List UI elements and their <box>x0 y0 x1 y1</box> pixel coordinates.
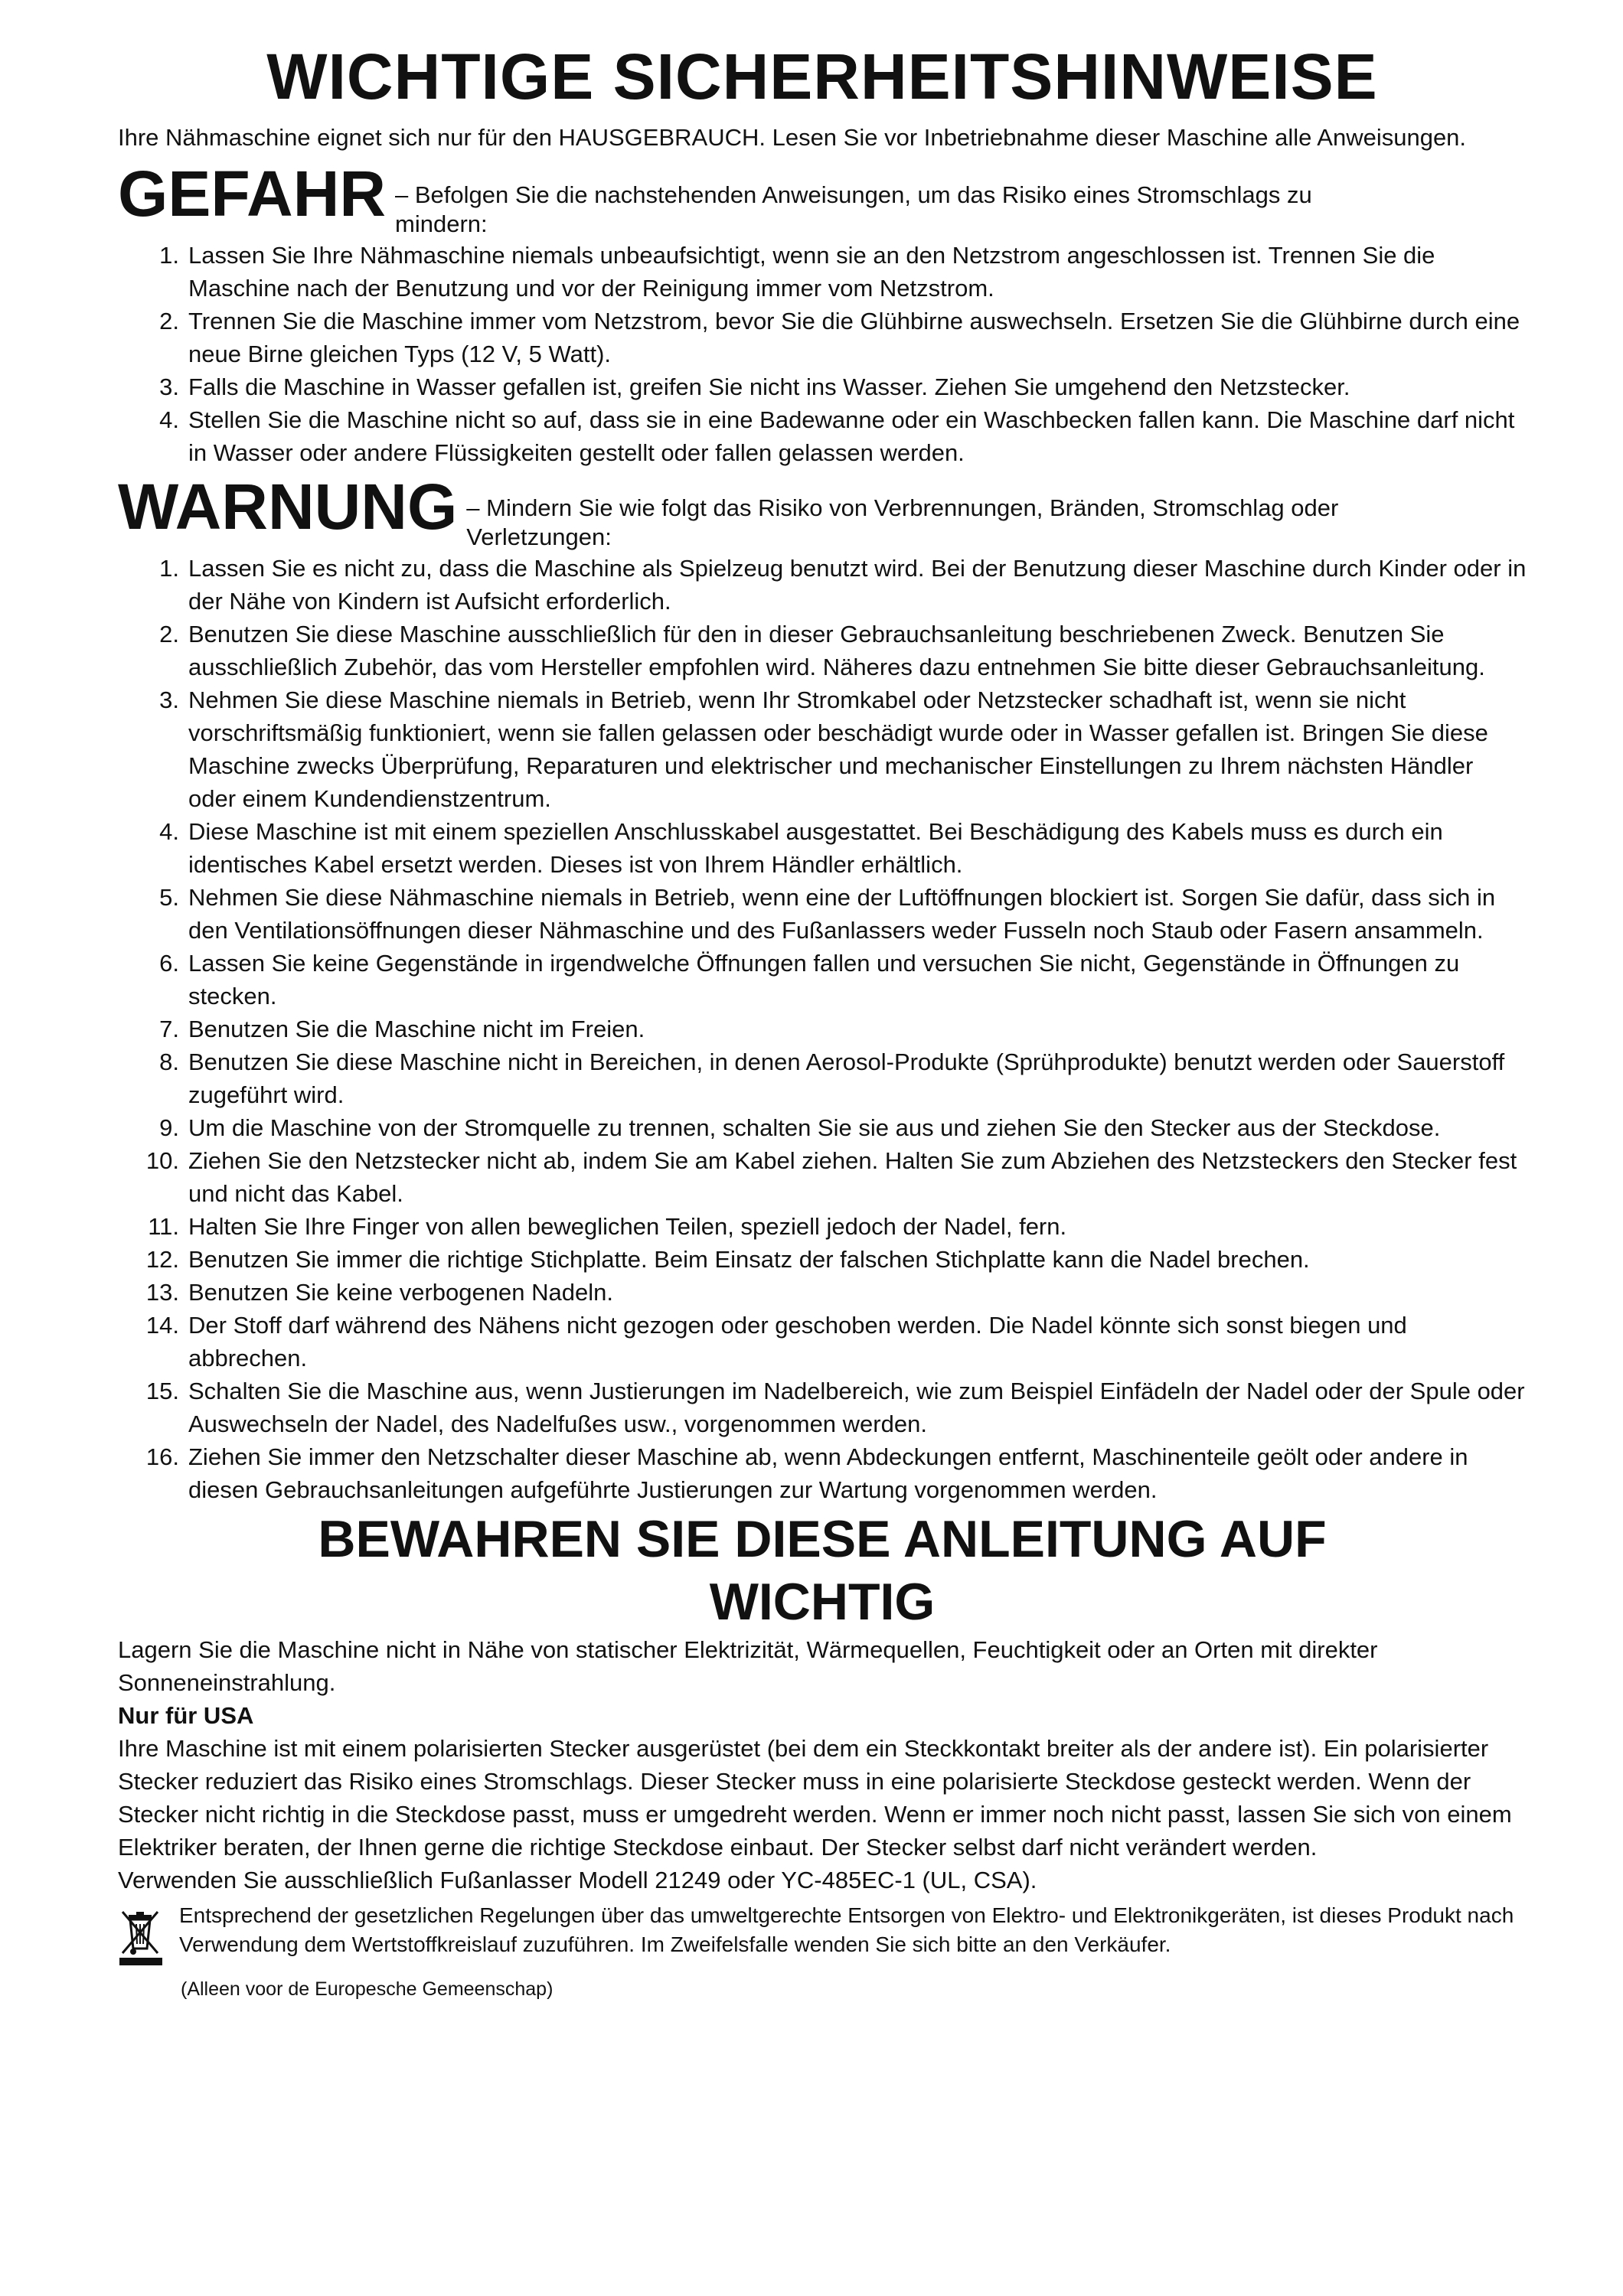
list-number: 15. <box>145 1378 179 1404</box>
foot-control-text: Verwenden Sie ausschließlich Fußanlasser Modell 21249 oder YC-485EC-1 (UL, CSA). <box>118 1867 1037 1893</box>
warning-heading <box>118 472 1527 552</box>
page-title: WICHTIGE SICHERHEITSHINWEISE <box>266 41 1378 113</box>
list-item <box>118 947 1527 1013</box>
list-number: 4. <box>159 406 179 433</box>
list-item <box>118 1375 1527 1440</box>
keep-instructions-line1: BEWAHREN SIE DIESE ANLEITUNG AUF <box>318 1510 1327 1568</box>
list-item <box>118 403 1527 469</box>
list-item <box>118 1144 1527 1210</box>
list-item <box>118 305 1527 370</box>
document-page <box>118 40 1527 2003</box>
list-text: Der Stoff darf während des Nähens nicht gezogen oder geschoben werden. Die Nadel könnte sich sonst biegen und abbrechen. <box>188 1312 1407 1371</box>
list-item <box>118 1210 1527 1243</box>
list-number: 7. <box>159 1016 179 1042</box>
list-text: Lassen Sie es nicht zu, dass die Maschine als Spielzeug benutzt wird. Bei der Benutzung dieser Maschine durch Kinder oder in der Nähe von Kindern ist Aufsicht erforderlich. <box>188 555 1527 615</box>
list-number: 10. <box>145 1147 179 1174</box>
danger-list <box>118 239 1527 469</box>
list-item <box>118 618 1527 683</box>
warning-word: WARNUNG <box>118 471 458 543</box>
list-item <box>118 815 1527 881</box>
danger-word: GEFAHR <box>118 158 387 230</box>
list-text: Benutzen Sie die Maschine nicht im Freien. <box>188 1016 645 1042</box>
list-item <box>118 1111 1527 1144</box>
list-item <box>118 1013 1527 1045</box>
list-text: Benutzen Sie immer die richtige Stichplatte. Beim Einsatz der falschen Stichplatte kann die Nadel brechen. <box>188 1246 1310 1273</box>
list-item <box>118 1309 1527 1375</box>
list-text: Schalten Sie die Maschine aus, wenn Justierungen im Nadelbereich, wie zum Beispiel Einfädeln der Nadel oder der Spule oder Auswechseln der Nadel, des Nadelfußes usw., vorgenommen werden. <box>188 1378 1525 1437</box>
list-text: Halten Sie Ihre Finger von allen beweglichen Teilen, speziell jedoch der Nadel, fern. <box>188 1213 1067 1240</box>
list-item <box>118 683 1527 815</box>
storage-text: Lagern Sie die Maschine nicht in Nähe von statischer Elektrizität, Wärmequellen, Feuchtigkeit oder an Orten mit direkter Sonneneinstrahlung. <box>118 1636 1378 1696</box>
list-item <box>118 881 1527 947</box>
list-number: 3. <box>159 687 179 713</box>
list-text: Nehmen Sie diese Nähmaschine niemals in Betrieb, wenn eine der Luftöffnungen blockiert ist. Sorgen Sie dafür, dass sich in den Ventilationsöffnungen dieser Nähmaschine und des Fußanlassers weder Fusseln noch Staub oder Fasern ansammeln. <box>188 884 1496 944</box>
list-number: 16. <box>145 1443 179 1470</box>
warning-intro <box>466 472 1338 552</box>
list-item <box>118 1276 1527 1309</box>
list-text: Trennen Sie die Maschine immer vom Netzstrom, bevor Sie die Glühbirne auswechseln. Ersetzen Sie die Glühbirne durch eine neue Birne gleichen Typs (12 V, 5 Watt). <box>188 308 1520 367</box>
list-number: 9. <box>159 1114 179 1141</box>
list-text: Benutzen Sie diese Maschine nicht in Bereichen, in denen Aerosol-Produkte (Sprühprodukte) benutzt werden oder Sauerstoff zugeführt wird. <box>188 1049 1505 1108</box>
list-number: 8. <box>159 1049 179 1075</box>
eu-note: (Alleen voor de Europesche Gemeenschap) <box>181 1978 554 2000</box>
list-text: Ziehen Sie immer den Netzschalter dieser Maschine ab, wenn Abdeckungen entfernt, Maschinenteile geölt oder andere in diesen Gebrauchsanleitungen aufgeführte Justierungen zur Wartung vorgenommen werden. <box>188 1443 1468 1503</box>
list-text: Lassen Sie keine Gegenstände in irgendwelche Öffnungen fallen und versuchen Sie nicht, Gegenstände in Öffnungen zu stecken. <box>188 950 1460 1009</box>
danger-intro <box>395 159 1312 239</box>
list-number: 3. <box>159 373 179 400</box>
list-number: 5. <box>159 884 179 911</box>
list-number: 11. <box>148 1213 179 1240</box>
list-number: 6. <box>159 950 179 977</box>
list-number: 2. <box>159 308 179 334</box>
list-text: Stellen Sie die Maschine nicht so auf, dass sie in eine Badewanne oder ein Waschbecken fallen kann. Die Maschine darf nicht in Wasser oder andere Flüssigkeiten gestellt oder fallen gelassen werden. <box>188 406 1515 466</box>
warning-intro-line2: Verletzungen: <box>466 523 612 550</box>
list-number: 14. <box>145 1312 179 1339</box>
warning-list <box>118 552 1527 1506</box>
list-number: 4. <box>159 818 179 845</box>
crossed-out-wheelie-bin-icon <box>118 1901 179 1971</box>
list-text: Nehmen Sie diese Maschine niemals in Betrieb, wenn Ihr Stromkabel oder Netzstecker schadhaft ist, wenn sie nicht vorschriftsmäßig funktioniert, wenn sie fallen gelassen oder beschädigt wurde oder in Wasser gefallen ist. Bringen Sie diese Maschine zwecks Überprüfung, Reparaturen und elektrischer und mechanischer Einstellungen zu Ihrem nächsten Händler oder einem Kundendienstzentrum. <box>188 687 1488 812</box>
list-number: 2. <box>159 621 179 647</box>
list-number: 13. <box>145 1279 179 1306</box>
important-heading: WICHTIG <box>709 1573 936 1631</box>
list-text: Benutzen Sie diese Maschine ausschließlich für den in dieser Gebrauchsanleitung beschriebenen Zweck. Benutzen Sie ausschließlich Zubehör, das vom Hersteller empfohlen wird. Näheres dazu entnehmen Sie bitte dieser Gebrauchsanleitung. <box>188 621 1485 680</box>
weee-text: Entsprechend der gesetzlichen Regelungen über das umweltgerechte Entsorgen von Elektro- und Elektronikgeräten, ist dieses Produkt nach Verwendung dem Wertstoffkreislauf zuzuführen. Im Zweifelsfalle wenden Sie sich bitte an den Verkäufer. <box>179 1903 1514 1956</box>
danger-heading <box>118 159 1527 239</box>
warning-intro-line1: – Mindern Sie wie folgt das Risiko von Verbrennungen, Bränden, Stromschlag oder <box>466 494 1339 521</box>
list-item <box>118 1045 1527 1111</box>
danger-intro-line1: – Befolgen Sie die nachstehenden Anweisungen, um das Risiko eines Stromschlags zu <box>395 181 1312 208</box>
list-text: Falls die Maschine in Wasser gefallen ist, greifen Sie nicht ins Wasser. Ziehen Sie umgehend den Netzstecker. <box>188 373 1350 400</box>
danger-intro-line2: mindern: <box>395 210 488 237</box>
keep-instructions-heading <box>118 1508 1527 1633</box>
usa-text: Ihre Maschine ist mit einem polarisierten Stecker ausgerüstet (bei dem ein Steckkontakt breiter als der andere ist). Ein polarisierter Stecker reduziert das Risiko eines Stromschlags. Dieser Stecker muss in eine polarisierte Steckdose gesteckt werden. Wenn der Stecker nicht richtig in die Steckdose passt, muss er umgedreht werden. Wenn er immer noch nicht passt, lassen Sie sich von einem Elektriker beraten, der Ihnen gerne die richtige Steckdose einbaut. Der Stecker selbst darf nicht verändert werden. <box>118 1735 1512 1861</box>
list-number: 1. <box>159 242 179 269</box>
list-item <box>118 552 1527 618</box>
list-item <box>118 1243 1527 1276</box>
list-item <box>118 1440 1527 1506</box>
intro-text: Ihre Nähmaschine eignet sich nur für den HAUSGEBRAUCH. Lesen Sie vor Inbetriebnahme dieser Maschine alle Anweisungen. <box>118 124 1467 151</box>
list-text: Diese Maschine ist mit einem speziellen Anschlusskabel ausgestattet. Bei Beschädigung des Kabels muss es durch ein identisches Kabel ersetzt werden. Dieses ist von Ihrem Händler erhältlich. <box>188 818 1443 878</box>
list-text: Benutzen Sie keine verbogenen Nadeln. <box>188 1279 613 1306</box>
list-item <box>118 239 1527 305</box>
list-text: Ziehen Sie den Netzstecker nicht ab, indem Sie am Kabel ziehen. Halten Sie zum Abziehen des Netzsteckers den Stecker fest und nicht das Kabel. <box>188 1147 1517 1207</box>
usa-label: Nur für USA <box>118 1702 254 1729</box>
weee-notice <box>118 1901 1527 1971</box>
list-text: Lassen Sie Ihre Nähmaschine niemals unbeaufsichtigt, wenn sie an den Netzstrom angeschlossen ist. Trennen Sie die Maschine nach der Benutzung und vor der Reinigung immer vom Netzstrom. <box>188 242 1435 302</box>
list-number: 1. <box>159 555 179 582</box>
list-text: Um die Maschine von der Stromquelle zu trennen, schalten Sie sie aus und ziehen Sie den Stecker aus der Steckdose. <box>188 1114 1441 1141</box>
list-number: 12. <box>145 1246 179 1273</box>
list-item <box>118 370 1527 403</box>
